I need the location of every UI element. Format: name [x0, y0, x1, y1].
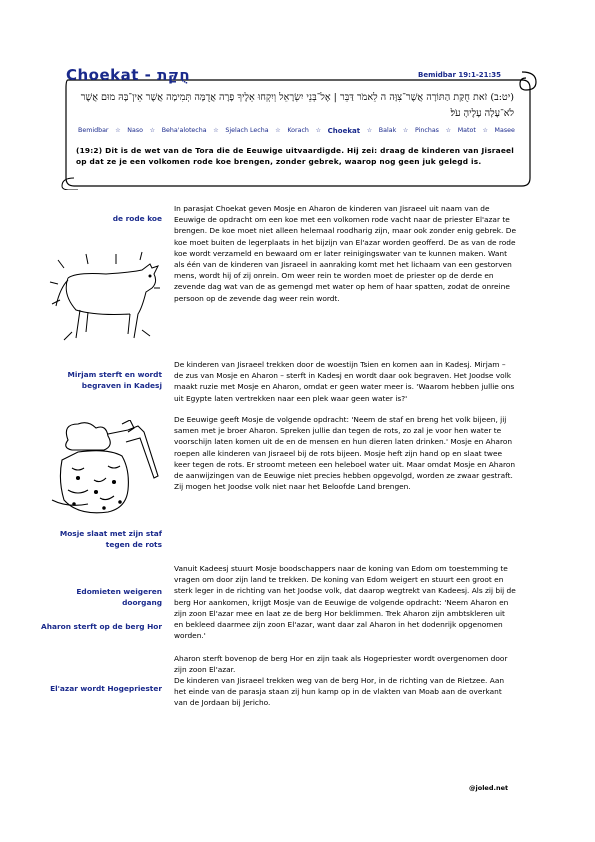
separator-icon: ☆	[213, 127, 219, 134]
side-label-mirjam: Mirjam sterft en wordt begraven in Kadesj	[67, 370, 162, 390]
hebrew-verse: (יט:ב) זֹאת חֻקַּת הַתּוֹרָה אֲשֶׁר־צִוָּה ה לֵאמֹר דַּבֵּר | אֶל־בְּנֵי יִשְׂרָאֵל וְיִקְחוּ אֵלֶיךָ פָרָה אֲדֻמָּה תְּמִימָה אֲשֶׁר אֵין־בָּהּ מוּם אֲשֶׁר לֹא־עָלָה עָלֶיהָ עֹל׃	[80, 92, 514, 119]
paragraph-jericho: De kinderen van Jisraeel trekken weg van de berg Hor, in de richting van de Rietzee. Aan het einde van de parasja staan zij hun kamp op in de vlakten van Moab aan de overkant van de Jordaan bij Jericho.	[174, 676, 505, 708]
paragraph-rode-koe: In parasjat Choekat geven Mosje en Aharon de kinderen van Jisraeel uit naam van de Eeuwige de opdracht om een koe met een volkomen rode vacht naar de priester El'azar te brengen. De koe moet niet alleen helemaal roodharig zijn, maar ook zonder enig gebrek. De koe moet buiten de legerplaats in het bijzijn van El'azar worden geofferd. De as van de rode koe wordt verzameld en bewaard om er later reinigingswater van te kunnen maken. Want als één van de kinderen van Jisraeel in aanraking komt met het lichaam van een gestorven mens, wordt hij of zij onrein. Om weer rein te worden moet de priester op de derde en zevende dag wat van de as gemengd met water op hem of haar spatten, zodat de onreine persoon op de zevende dag weer rein wordt.	[174, 204, 516, 303]
page-title: Choekat - חֻקַּת	[66, 66, 191, 84]
parasha-link[interactable]: Korach	[287, 127, 309, 134]
footer-site: @joled.net	[469, 784, 509, 792]
side-label-rode-koe: de rode koe	[112, 214, 162, 223]
parasha-link[interactable]: Sjelach Lecha	[225, 127, 269, 134]
verse-reference: Bemidbar 19:1-21:35	[418, 71, 502, 79]
separator-icon: ☆	[275, 127, 281, 134]
separator-icon: ☆	[366, 127, 373, 134]
separator-icon: ☆	[445, 127, 452, 134]
side-label-elazar: El'azar wordt Hogepriester	[50, 684, 162, 693]
parasha-link[interactable]: Balak	[378, 127, 397, 134]
side-label-edomieten: Edomieten weigeren doorgang	[76, 587, 162, 607]
separator-icon: ☆	[315, 127, 321, 134]
separator-icon: ☆	[402, 127, 409, 134]
side-label-aharon-sterft: Aharon sterft op de berg Hor	[41, 622, 162, 631]
parasha-link[interactable]: Matot	[457, 127, 476, 134]
parasha-link[interactable]: Pinchas	[414, 127, 439, 134]
parasha-link[interactable]: Naso	[127, 127, 143, 134]
red-cow-illustration	[46, 248, 164, 348]
parasha-link-active[interactable]: Choekat	[327, 127, 361, 135]
verse-summary: (19:2) Dit is de wet van de Tora die de Eeuwige uitvaardigde. Hij zei: draag de kinderen van Jisraeel op dat ze je een volkomen rode koe brengen, zonder gebrek, waarop nog geen juk gelegd is.	[76, 146, 514, 167]
parasha-link[interactable]: Masee	[494, 127, 515, 134]
parashot-nav	[78, 127, 515, 135]
separator-icon: ☆	[115, 127, 121, 134]
side-label-mosje-slaat: Mosje slaat met zijn staf tegen de rots	[59, 529, 162, 549]
paragraph-aharon: Aharon sterft bovenop de berg Hor en zijn taak als Hogepriester wordt overgenomen door zijn zoon El'azar.	[174, 654, 508, 675]
separator-icon: ☆	[482, 127, 488, 134]
paragraph-rots: De Eeuwige geeft Mosje de volgende opdracht: 'Neem de staf en breng het volk bijeen, jij samen met je broer Aharon. Spreken jullie dan tegen de rots, zo zal je voor hen water te voorschijn laten komen uit de en de mensen en hun dieren laten drinken.' Mosje en Aharon roepen alle kinderen van Jisraeel bij de rots bijeen. Mosje heft zijn hand op en slaat twee keer tegen de rots. Er stroomt meteen een heleboel water uit. Maar omdat Mosje en Aharon de aanwijzingen van de Eeuwige niet precies hebben opgevolgd, worden ze zwaar gestraft. Zij mogen het Joodse volk niet naar het Beloofde Land brengen.	[174, 415, 516, 492]
parasha-link[interactable]: Bemidbar	[78, 127, 109, 134]
separator-icon: ☆	[149, 127, 156, 134]
paragraph-edom: Vanuit Kadeesj stuurt Mosje boodschappers naar de koning van Edom om toestemming te vragen om door zijn land te trekken. De koning van Edom weigert en stuurt een groot en sterk leger in de richting van het Joodse volk, dat daarop wegtrekt van Kadeesj. Als zij bij de berg Hor aankomen, krijgt Mosje van de Eeuwige de volgende opdracht: 'Neem Aharon en zijn zoon El'azar mee en laat ze de berg Hor beklimmen. Trek Aharon zijn ambtskleren uit en bekleed daarmee zijn zoon El'azar, want daar zal Aharon in het dodenrijk opgenomen worden.'	[174, 564, 516, 641]
paragraph-mirjam: De kinderen van Jisraeel trekken door de woestijn Tsien en komen aan in Kadesj. Mirjam – de zus van Mosje en Aharon – sterft in Kadesj en wordt daar ook begraven. Het Joodse volk maakt ruzie met Mosje en Aharon, omdat er geen water meer is. 'Waarom hebben jullie ons uit Egypte laten vertrekken naar een plek waar geen water is?'	[174, 360, 515, 403]
rock-staff-illustration	[48, 420, 166, 520]
parasha-link[interactable]: Beha'alotecha	[161, 127, 207, 134]
